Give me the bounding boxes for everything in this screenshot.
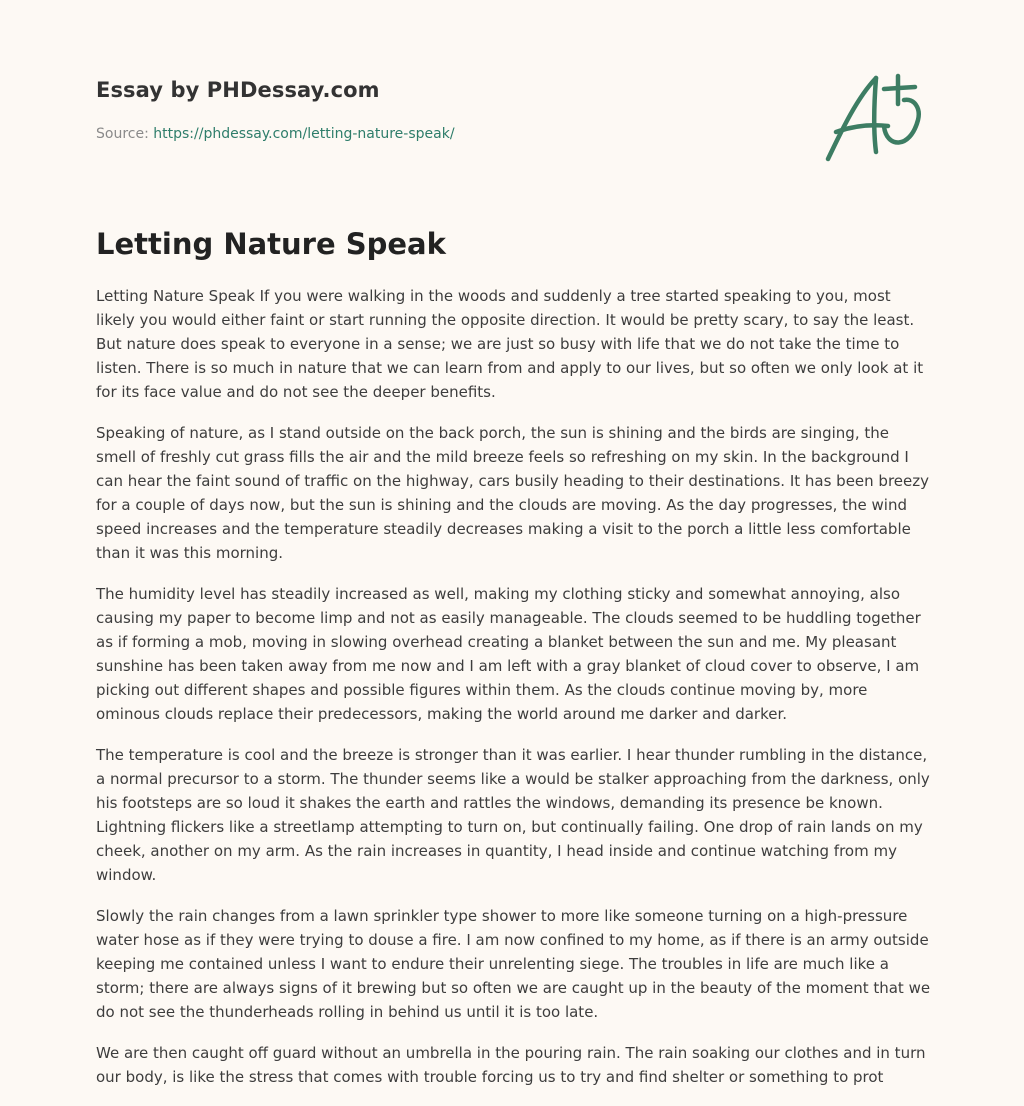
source-line [96,124,796,144]
essay-paragraph: The temperature is cool and the breeze is stronger than it was earlier. I hear thunder rumbling in the distance, a normal precursor to a storm. The thunder seems like a would be stalker approaching from the darkness, only his footsteps are so loud it shakes the earth and rattles the windows, demanding its presence be known. Lightning flickers like a streetlamp attempting to turn on, but continually failing. One drop of rain lands on my cheek, another on my arm. As the rain increases in quantity, I head inside and continue watching from my window. [96,746,930,884]
site-brand: Essay by PHDessay.com [96,78,380,102]
source-link[interactable]: https://phdessay.com/letting-nature-speak/ [153,126,455,142]
essay-title: Letting Nature Speak [96,227,446,261]
a-plus-logo-icon [818,64,930,168]
essay-paragraph: Slowly the rain changes from a lawn sprinkler type shower to more like someone turning on a high-pressure water hose as if they were trying to douse a fire. I am now confined to my home, as if there is an army outside keeping me contained unless I want to endure their unrelenting siege. The troubles in life are much like a storm; there are always signs of it brewing but so often we are caught up in the beauty of the moment that we do not see the thunderheads rolling in behind us until it is too late. [96,907,931,1021]
essay-header [96,76,796,144]
essay-paragraph: Letting Nature Speak If you were walking in the woods and suddenly a tree started speaking to you, most likely you would either faint or start running the opposite direction. It would be pretty scary, to say the least. But nature does speak to everyone in a sense; we are just so busy with life that we do not take the time to listen. There is so much in nature that we can learn from and apply to our lives, but so often we only look at it for its face value and do not see the deeper benefits. [96,287,924,401]
essay-paragraph: Speaking of nature, as I stand outside on the back porch, the sun is shining and the birds are singing, the smell of freshly cut grass fills the air and the mild breeze feels so refreshing on my skin. In the background I can hear the faint sound of traffic on the highway, cars busily heading to their destinations. It has been breezy for a couple of days now, but the sun is shining and the clouds are moving. As the day progresses, the wind speed increases and the temperature steadily decreases making a visit to the porch a little less comfortable than it was this morning. [96,424,929,562]
essay-body [96,284,932,1106]
source-label: Source: [96,126,149,142]
essay-paragraph: The humidity level has steadily increased as well, making my clothing sticky and somewhat annoying, also causing my paper to become limp and not as easily manageable. The clouds seemed to be huddling together as if forming a mob, moving in slowing overhead creating a blanket between the sun and me. My pleasant sunshine has been taken away from me now and I am left with a gray blanket of cloud cover to observe, I am picking out different shapes and possible figures within them. As the clouds continue moving by, more ominous clouds replace their predecessors, making the world around me darker and darker. [96,585,921,723]
essay-paragraph: We are then caught off guard without an umbrella in the pouring rain. The rain soaking our clothes and in turn our body, is like the stress that comes with trouble forcing us to try and find shelter or something to prot [96,1044,926,1086]
